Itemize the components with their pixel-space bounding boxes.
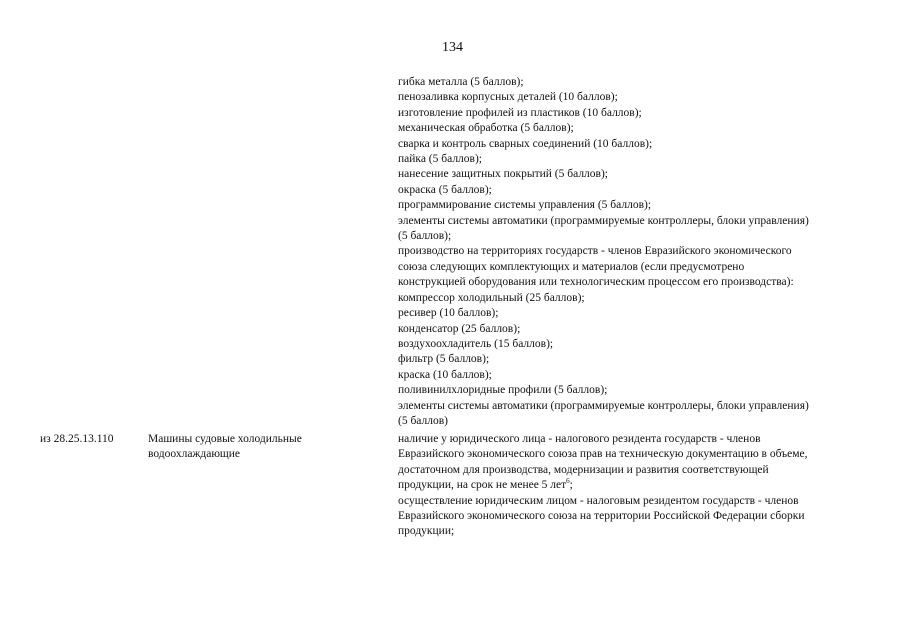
list-item: воздухоохладитель (15 баллов); bbox=[398, 337, 554, 350]
list-item: (5 баллов); bbox=[398, 230, 452, 243]
page-number: 134 bbox=[442, 40, 463, 55]
list-item: фильтр (5 баллов); bbox=[398, 353, 490, 366]
list-item: окраска (5 баллов); bbox=[398, 183, 492, 196]
requirement-line: осуществление юридическим лицом - налоговым резидентом государств - членов bbox=[398, 494, 799, 507]
product-name bbox=[148, 432, 368, 463]
list-item: (5 баллов) bbox=[398, 414, 448, 427]
requirement-line: продукции; bbox=[398, 525, 455, 538]
product-name-line: Машины судовые холодильные bbox=[148, 433, 302, 445]
product-name-line: водоохлаждающие bbox=[148, 448, 241, 461]
requirement-line: Евразийского экономического союза на территории Российской Федерации сборки bbox=[398, 510, 805, 523]
list-item: производство на территориях государств - членов Евразийского экономического bbox=[398, 245, 792, 258]
list-item: союза следующих комплектующих и материалов (если предусмотрено bbox=[398, 260, 745, 273]
list-item: элементы системы автоматики (программируемые контроллеры, блоки управления) bbox=[398, 399, 809, 412]
list-item: пенозаливка корпусных деталей (10 баллов); bbox=[398, 91, 618, 104]
product-code: из 28.25.13.110 bbox=[40, 433, 114, 445]
list-item: программирование системы управления (5 баллов); bbox=[398, 199, 652, 212]
requirement-line: наличие у юридического лица - налогового резидента государств - членов bbox=[398, 433, 761, 445]
list-item: изготовление профилей из пластиков (10 баллов); bbox=[398, 106, 642, 119]
requirements-text bbox=[398, 432, 878, 540]
requirement-line: Евразийского экономического союза прав на техническую документацию в объеме, bbox=[398, 448, 808, 461]
list-item: элементы системы автоматики (программируемые контроллеры, блоки управления) bbox=[398, 214, 809, 227]
list-item: ресивер (10 баллов); bbox=[398, 307, 499, 320]
list-item: конструкцией оборудования или технологическим процессом его производства): bbox=[398, 276, 794, 289]
list-item: краска (10 баллов); bbox=[398, 368, 492, 381]
list-item: пайка (5 баллов); bbox=[398, 153, 482, 166]
requirement-line: достаточном для производства, модернизации и развития соответствующей bbox=[398, 463, 769, 476]
list-item: нанесение защитных покрытий (5 баллов); bbox=[398, 168, 608, 181]
list-item: механическая обработка (5 баллов); bbox=[398, 122, 574, 135]
list-item: сварка и контроль сварных соединений (10 баллов); bbox=[398, 137, 653, 150]
requirement-text: продукции, на срок не менее 5 лет bbox=[398, 479, 567, 492]
footnote-marker: 6 bbox=[566, 477, 570, 486]
list-item: поливинилхлоридные профили (5 баллов); bbox=[398, 384, 608, 397]
requirement-line bbox=[398, 478, 878, 493]
continued-requirements-list bbox=[398, 75, 878, 429]
requirement-punctuation: ; bbox=[569, 479, 573, 492]
list-item: конденсатор (25 баллов); bbox=[398, 322, 521, 335]
list-item: гибка металла (5 баллов); bbox=[398, 76, 524, 88]
list-item: компрессор холодильный (25 баллов); bbox=[398, 291, 585, 304]
